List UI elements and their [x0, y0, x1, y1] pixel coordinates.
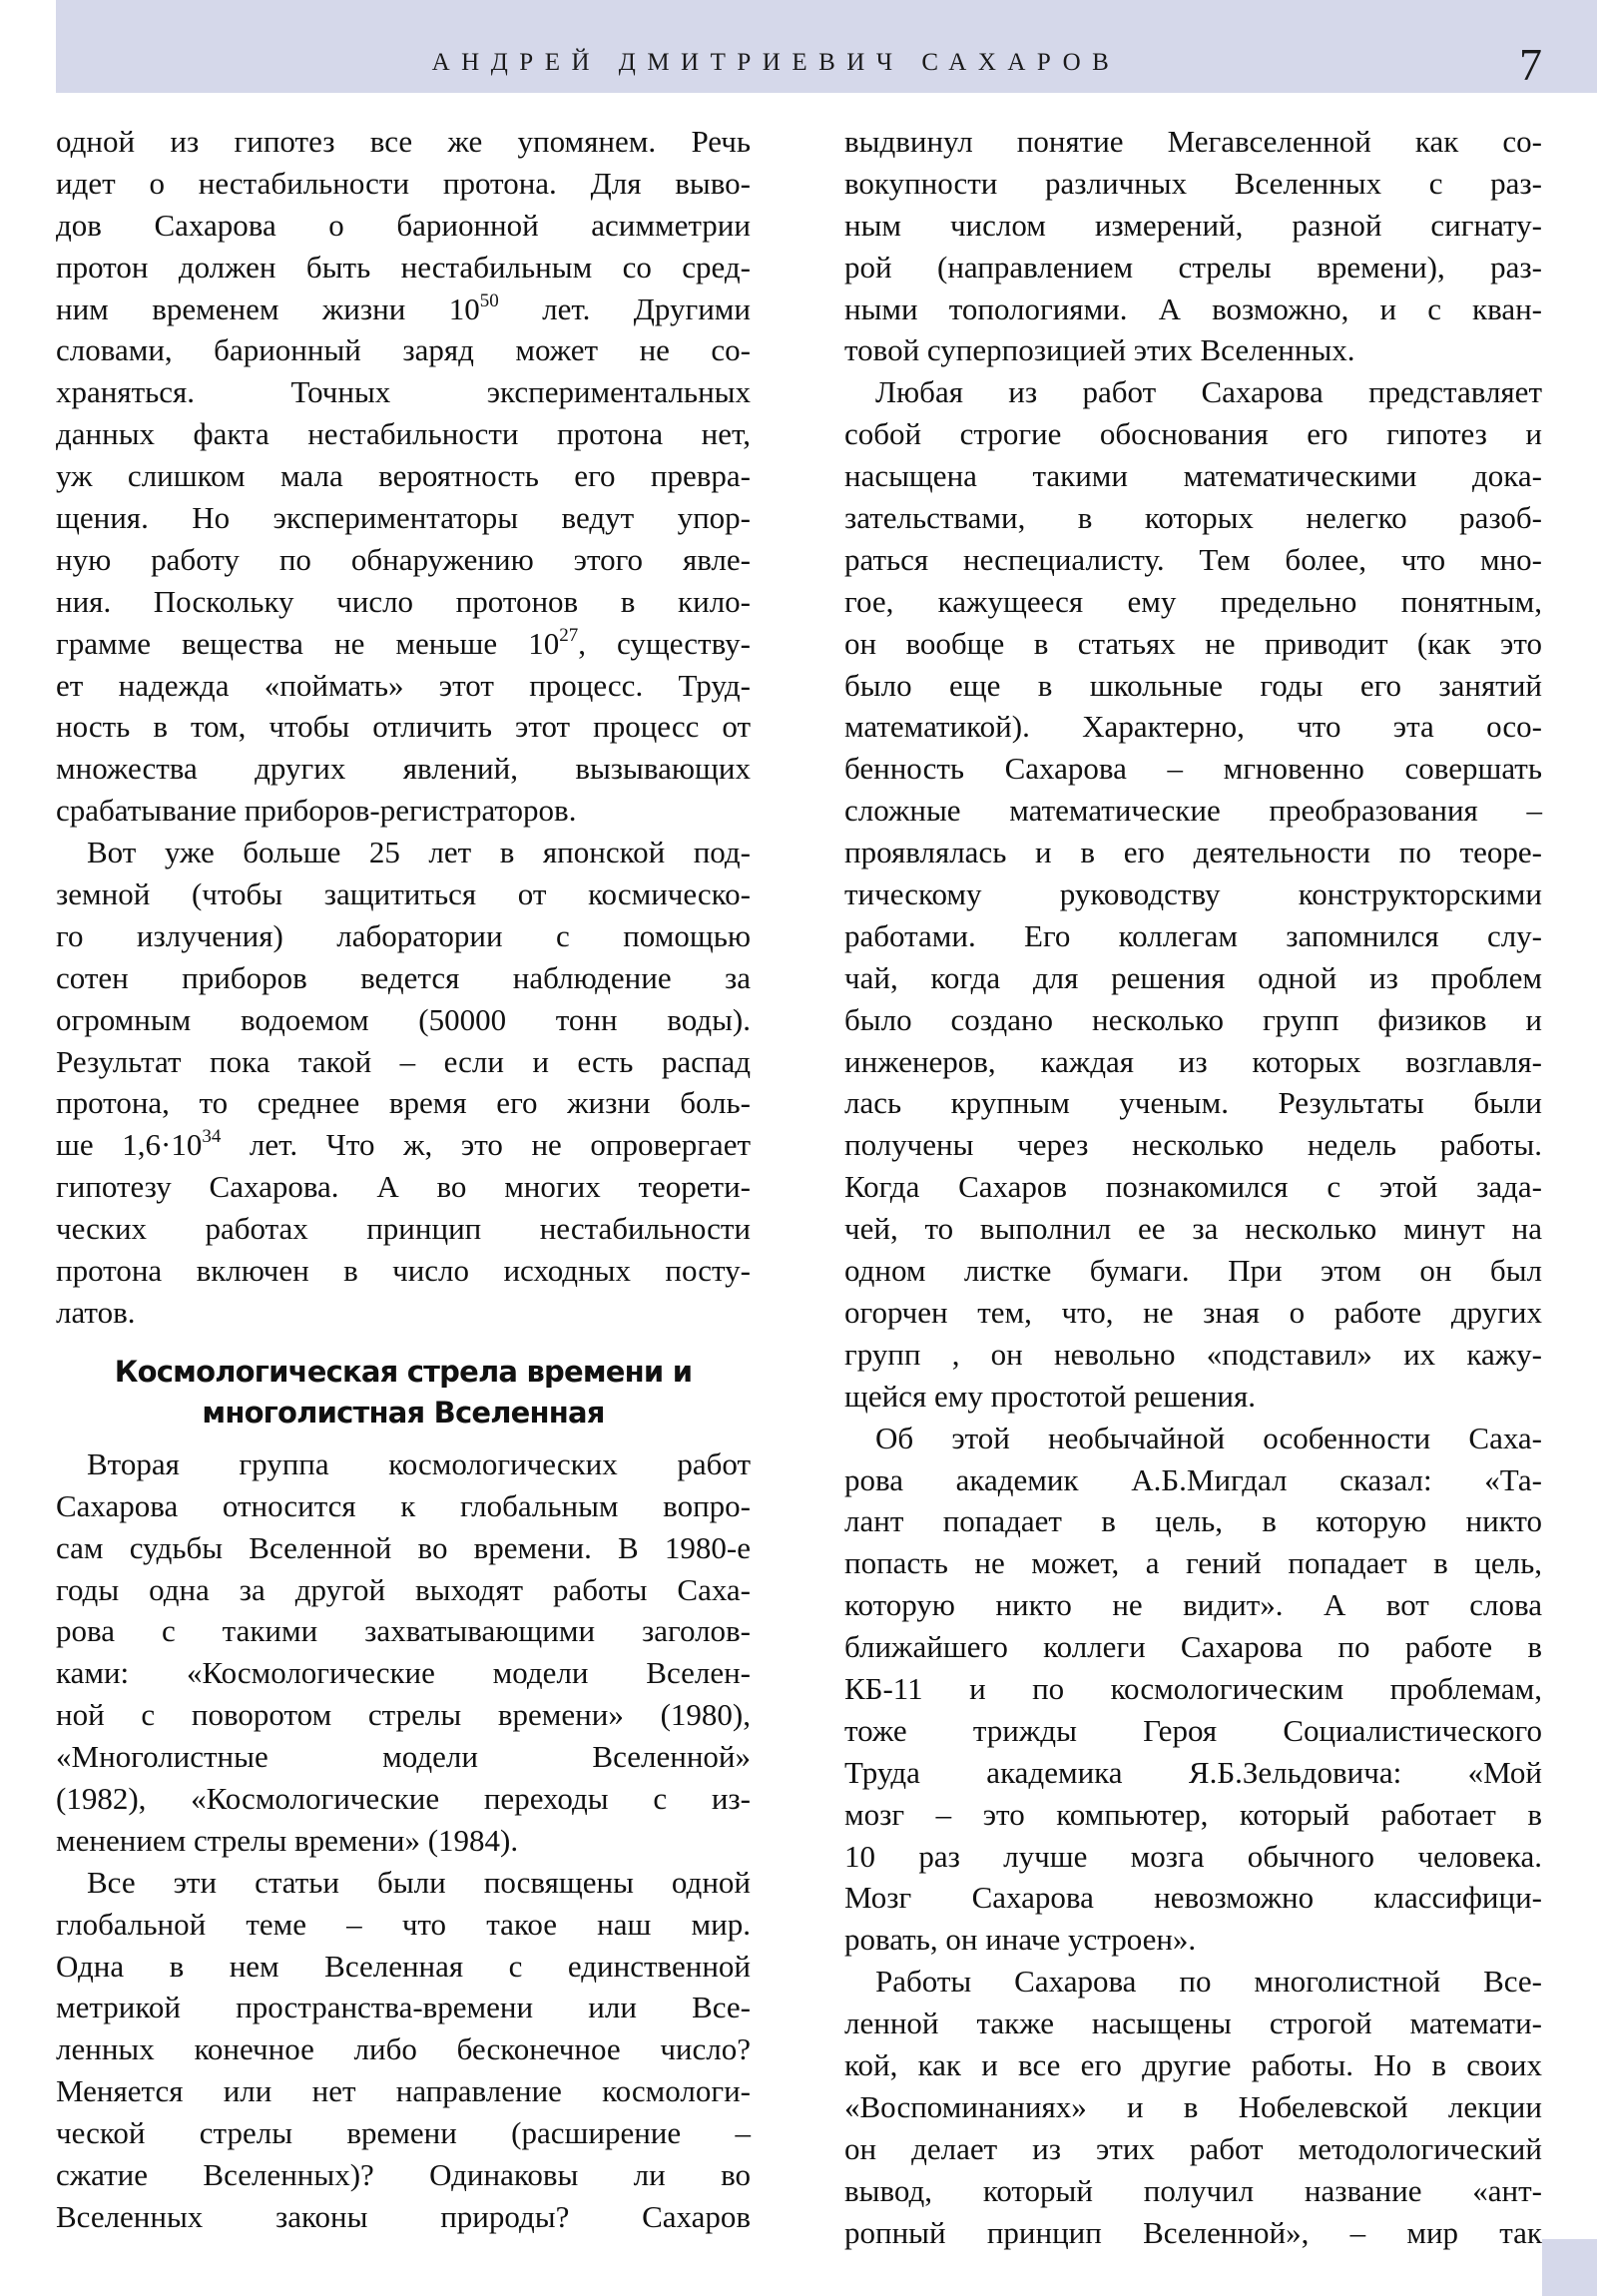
text-line — [844, 873, 1542, 915]
text-run: ближайшего коллеги Сахарова по работе в — [844, 1629, 1542, 1665]
text-line — [844, 1208, 1542, 1250]
text-line — [844, 623, 1542, 665]
text-line — [56, 1041, 751, 1083]
text-run: словами, барионный заряд может не со- — [56, 332, 751, 368]
text-line — [56, 205, 751, 247]
text-run: менением стрелы времени» (1984). — [56, 1822, 519, 1858]
text-run: Сахарова относится к глобальным вопро- — [56, 1487, 751, 1523]
text-line — [56, 1569, 751, 1611]
text-line — [844, 790, 1542, 832]
text-run: уж слишком мала вероятность его превра- — [56, 458, 751, 494]
text-line — [844, 1668, 1542, 1710]
text-run: лант попадает в цель, в которую никто — [844, 1503, 1542, 1539]
text-line — [844, 455, 1542, 497]
text-run: чей, то выполнил ее за несколько минут на — [844, 1211, 1542, 1247]
text-line — [844, 1919, 1542, 1961]
text-run: множества других явлений, вызывающих — [56, 751, 751, 787]
text-line — [56, 1610, 751, 1652]
text-line — [56, 455, 751, 497]
text-run: Одна в нем Вселенная с единственной — [56, 1948, 751, 1984]
text-line — [844, 497, 1542, 539]
text-run: попасть не может, а гений попадает в цель, — [844, 1545, 1542, 1581]
text-run: мозг – это компьютер, который работает в — [844, 1796, 1542, 1832]
text-line — [844, 1584, 1542, 1626]
text-line — [56, 623, 751, 665]
text-line — [56, 1250, 751, 1292]
text-line — [844, 1334, 1542, 1376]
text-line — [844, 1082, 1542, 1124]
text-run: ния. Поскольку число протонов в кило- — [56, 583, 751, 619]
page-number: 7 — [1519, 39, 1542, 90]
text-line — [844, 1376, 1542, 1418]
text-run: (1982), «Космологические переходы с из- — [56, 1780, 751, 1816]
text-run: храняться. Точных экспериментальных — [56, 374, 751, 410]
text-run: ным числом измерений, разной сигнату- — [844, 207, 1542, 243]
text-line — [56, 790, 751, 832]
text-run: лет. Что ж, это не опровергает — [221, 1127, 751, 1163]
text-line — [56, 1736, 751, 1778]
text-run: рова с такими захватывающими заголов- — [56, 1613, 751, 1649]
paragraph — [56, 1862, 751, 2238]
text-line — [56, 873, 751, 915]
text-line — [844, 1752, 1542, 1794]
text-line — [56, 329, 751, 371]
text-run: ленной также насыщены строгой математи- — [844, 2006, 1542, 2041]
text-run: одной из гипотез все же упомянем. Речь — [56, 124, 751, 159]
text-run: глобальной теме – что такое наш мир. — [56, 1906, 751, 1942]
text-line — [844, 665, 1542, 707]
text-line — [844, 1500, 1542, 1542]
exponent: 27 — [559, 624, 579, 646]
text-line — [56, 2112, 751, 2154]
text-run: Вторая группа космологических работ — [87, 1445, 751, 1481]
left-text-column — [56, 121, 751, 2238]
text-run: бенность Сахарова – мгновенно совершать — [844, 751, 1542, 787]
text-line — [844, 371, 1542, 413]
text-run: работами. Его коллегам запомнился слу- — [844, 917, 1542, 953]
text-line — [56, 1082, 751, 1124]
running-title: АНДРЕЙ ДМИТРИЕВИЧ САХАРОВ — [431, 49, 1121, 76]
text-line — [56, 1862, 751, 1904]
text-line — [56, 706, 751, 748]
text-line — [56, 915, 751, 957]
paragraph — [56, 1443, 751, 1862]
text-run: лет. Другими — [498, 290, 751, 326]
text-run: идет о нестабильности протона. Для выво- — [56, 165, 751, 201]
text-run: Мозг Сахарова невозможно классифици- — [844, 1880, 1542, 1916]
paragraph — [844, 1418, 1542, 1962]
text-run: ленных конечное либо бесконечное число? — [56, 2031, 751, 2067]
text-run: , существу- — [578, 625, 751, 661]
text-line — [56, 1652, 751, 1694]
section-heading-line: многолистная Вселенная — [202, 1395, 605, 1430]
text-line — [844, 1124, 1542, 1166]
text-line — [56, 2070, 751, 2112]
paragraph — [844, 121, 1542, 371]
text-run: 10 раз лучше мозга обычного человека. — [844, 1838, 1542, 1874]
text-line — [844, 247, 1542, 288]
text-line — [844, 539, 1542, 581]
text-line — [56, 1443, 751, 1485]
text-run: которую никто не видит». А вот слова — [844, 1587, 1542, 1623]
text-run: щейся ему простотой решения. — [844, 1378, 1257, 1414]
text-line — [56, 2028, 751, 2070]
text-line — [844, 1166, 1542, 1208]
text-line — [56, 371, 751, 413]
text-run: ными топологиями. А возможно, и с кван- — [844, 290, 1542, 326]
text-run: огорчен тем, что, не зная о работе других — [844, 1294, 1542, 1330]
text-run: ним временем жизни 10 — [56, 290, 480, 326]
text-run: данных факта нестабильности протона нет, — [56, 416, 751, 452]
text-line — [56, 1527, 751, 1569]
text-line — [844, 1418, 1542, 1459]
text-line — [844, 1459, 1542, 1501]
text-run: математикой). Характерно, что эта осо- — [844, 709, 1542, 745]
text-run: ческих работах принцип нестабильности — [56, 1211, 751, 1247]
text-run: сложные математические преобразования – — [844, 793, 1542, 829]
text-run: лась крупным ученым. Результаты были — [844, 1085, 1542, 1121]
text-run: годы одна за другой выходят работы Саха- — [56, 1571, 751, 1607]
text-line — [56, 999, 751, 1041]
text-line — [56, 497, 751, 539]
text-line — [844, 163, 1542, 205]
text-line — [844, 581, 1542, 623]
text-run: сам судьбы Вселенной во времени. В 1980-е — [56, 1529, 751, 1565]
text-line — [56, 163, 751, 205]
text-run: огромным водоемом (50000 тонн воды). — [56, 1001, 751, 1037]
text-line — [56, 1485, 751, 1527]
paragraph — [56, 121, 751, 832]
text-run: ческой стрелы времени (расширение – — [56, 2115, 751, 2151]
text-run: одном листке бумаги. При этом он был — [844, 1253, 1542, 1289]
text-line — [56, 665, 751, 707]
text-run: получены через несколько недель работы. — [844, 1127, 1542, 1163]
section-heading-line: Космологическая стрела времени и — [114, 1354, 693, 1389]
text-line — [844, 2170, 1542, 2212]
text-run: рова академик А.Б.Мигдал сказал: «Та- — [844, 1461, 1542, 1497]
text-line — [56, 288, 751, 330]
text-line — [56, 1166, 751, 1208]
text-run: дов Сахарова о барионной асимметрии — [56, 207, 751, 243]
running-header-bar — [56, 0, 1597, 93]
text-line — [56, 121, 751, 163]
text-line — [844, 999, 1542, 1041]
text-line — [56, 581, 751, 623]
text-run: кой, как и все его другие работы. Но в своих — [844, 2046, 1542, 2082]
text-run: сотен приборов ведется наблюдение за — [56, 959, 751, 995]
text-run: вывод, который получил название «ант- — [844, 2172, 1542, 2208]
text-run: он вообще в статьях не приводит (как это — [844, 625, 1542, 661]
text-run: латов. — [56, 1294, 136, 1330]
text-run: рой (направлением стрелы времени), раз- — [844, 249, 1542, 285]
text-line — [844, 1542, 1542, 1584]
text-run: ками: «Космологические модели Вселен- — [56, 1655, 751, 1691]
text-run: Вот уже больше 25 лет в японской под- — [87, 835, 751, 870]
text-line — [844, 1836, 1542, 1878]
text-run: ность в том, чтобы отличить этот процесс от — [56, 709, 751, 745]
text-line — [844, 915, 1542, 957]
text-run: КБ-11 и по космологическим проблемам, — [844, 1670, 1542, 1706]
text-run: Все эти статьи были посвящены одной — [87, 1864, 751, 1900]
text-run: гое, кажущееся ему предельно понятным, — [844, 583, 1542, 619]
text-run: земной (чтобы защититься от космическо- — [56, 876, 751, 912]
text-line — [844, 1961, 1542, 2003]
text-line — [56, 1292, 751, 1334]
text-line — [844, 957, 1542, 999]
text-line — [844, 1292, 1542, 1334]
text-run: раться неспециалисту. Тем более, что мно- — [844, 541, 1542, 577]
text-run: протона включен в число исходных посту- — [56, 1253, 751, 1289]
text-line — [56, 413, 751, 455]
text-run: выдвинул понятие Мегавселенной как со- — [844, 124, 1542, 159]
text-run: Труда академика Я.Б.Зельдовича: «Мой — [844, 1754, 1542, 1790]
text-run: протона, то среднее время его жизни боль- — [56, 1085, 751, 1121]
text-line — [56, 247, 751, 288]
text-run: было еще в школьные годы его занятий — [844, 667, 1542, 703]
text-run: было создано несколько групп физиков и — [844, 1001, 1542, 1037]
text-line — [844, 2044, 1542, 2086]
text-run: «Многолистные модели Вселенной» — [56, 1739, 751, 1775]
exponent: 34 — [202, 1126, 222, 1148]
text-run: зательствами, в которых нелегко разоб- — [844, 500, 1542, 536]
text-line — [844, 121, 1542, 163]
text-run: собой строгие обоснования его гипотез и — [844, 416, 1542, 452]
text-run: грамме вещества не меньше 10 — [56, 625, 560, 661]
text-run: Об этой необычайной особенности Саха- — [875, 1420, 1542, 1455]
text-run: гипотезу Сахарова. А во многих теорети- — [56, 1169, 751, 1205]
text-line — [844, 748, 1542, 790]
text-run: чай, когда для решения одной из проблем — [844, 959, 1542, 995]
text-run: ет надежда «поймать» этот процесс. Труд- — [56, 667, 751, 703]
paragraph — [844, 371, 1542, 1417]
text-run: срабатывание приборов-регистраторов. — [56, 793, 577, 829]
text-run: Меняется или нет направление космологи- — [56, 2073, 751, 2109]
paragraph — [844, 1961, 1542, 2253]
text-line — [56, 748, 751, 790]
text-run: инженеров, каждая из которых возглавля- — [844, 1043, 1542, 1079]
text-line — [56, 1987, 751, 2028]
text-run: щения. Но экспериментаторы ведут упор- — [56, 500, 751, 536]
text-line — [56, 957, 751, 999]
text-run: протон должен быть нестабильным со сред- — [56, 249, 751, 285]
text-run: насыщена такими математическими дока- — [844, 458, 1542, 494]
text-run: он делает из этих работ методологический — [844, 2130, 1542, 2166]
text-line — [844, 1250, 1542, 1292]
text-line — [844, 1794, 1542, 1836]
text-line — [56, 1904, 751, 1946]
text-run: го излучения) лаборатории с помощью — [56, 917, 751, 953]
text-line — [56, 1946, 751, 1988]
text-run: ше 1,6·10 — [56, 1127, 203, 1163]
text-line — [844, 1626, 1542, 1668]
text-line — [56, 1124, 751, 1166]
text-run: Результат пока такой – если и есть распад — [56, 1043, 751, 1079]
page-corner-tab — [1542, 2239, 1597, 2296]
text-run: тоже трижды Героя Социалистического — [844, 1712, 1542, 1748]
text-line — [56, 1694, 751, 1736]
text-line — [844, 1710, 1542, 1752]
text-line — [844, 413, 1542, 455]
text-line — [844, 205, 1542, 247]
text-run: вокупности различных Вселенных с раз- — [844, 165, 1542, 201]
section-heading — [56, 1352, 751, 1434]
text-line — [844, 2128, 1542, 2170]
text-line — [844, 706, 1542, 748]
text-run: Любая из работ Сахарова представляет — [875, 374, 1542, 410]
text-line — [844, 288, 1542, 330]
text-line — [56, 832, 751, 873]
text-run: метрикой пространства-времени или Все- — [56, 1990, 751, 2025]
text-line — [56, 2154, 751, 2196]
text-run: проявлялась и в его деятельности по теоре- — [844, 835, 1542, 870]
text-run: тическому руководству конструкторскими — [844, 876, 1542, 912]
text-line — [844, 832, 1542, 873]
text-line — [844, 2086, 1542, 2128]
text-line — [56, 1820, 751, 1862]
text-run: Вселенных законы природы? Сахаров — [56, 2198, 751, 2234]
text-line — [844, 1877, 1542, 1919]
text-run: групп , он невольно «подставил» их кажу- — [844, 1336, 1542, 1372]
text-run: ную работу по обнаружению этого явле- — [56, 541, 751, 577]
text-line — [844, 329, 1542, 371]
text-run: Работы Сахарова по многолистной Все- — [875, 1964, 1542, 2000]
text-line — [56, 2196, 751, 2238]
right-text-column — [844, 121, 1542, 2253]
text-run: ропный принцип Вселенной», – мир так — [844, 2214, 1542, 2250]
text-line — [844, 2212, 1542, 2254]
text-line — [56, 1208, 751, 1250]
text-run: «Воспоминаниях» и в Нобелевской лекции — [844, 2088, 1542, 2124]
text-run: товой суперпозицией этих Вселенных. — [844, 332, 1355, 368]
text-line — [56, 539, 751, 581]
text-line — [844, 2003, 1542, 2044]
exponent: 50 — [479, 289, 499, 311]
text-line — [56, 1778, 751, 1820]
text-line — [844, 1041, 1542, 1083]
text-run: сжатие Вселенных)? Одинаковы ли во — [56, 2156, 751, 2192]
text-run: Когда Сахаров познакомился с этой зада- — [844, 1169, 1542, 1205]
text-run: ной с поворотом стрелы времени» (1980), — [56, 1697, 751, 1733]
text-run: ровать, он иначе устроен». — [844, 1922, 1197, 1958]
paragraph — [56, 832, 751, 1334]
